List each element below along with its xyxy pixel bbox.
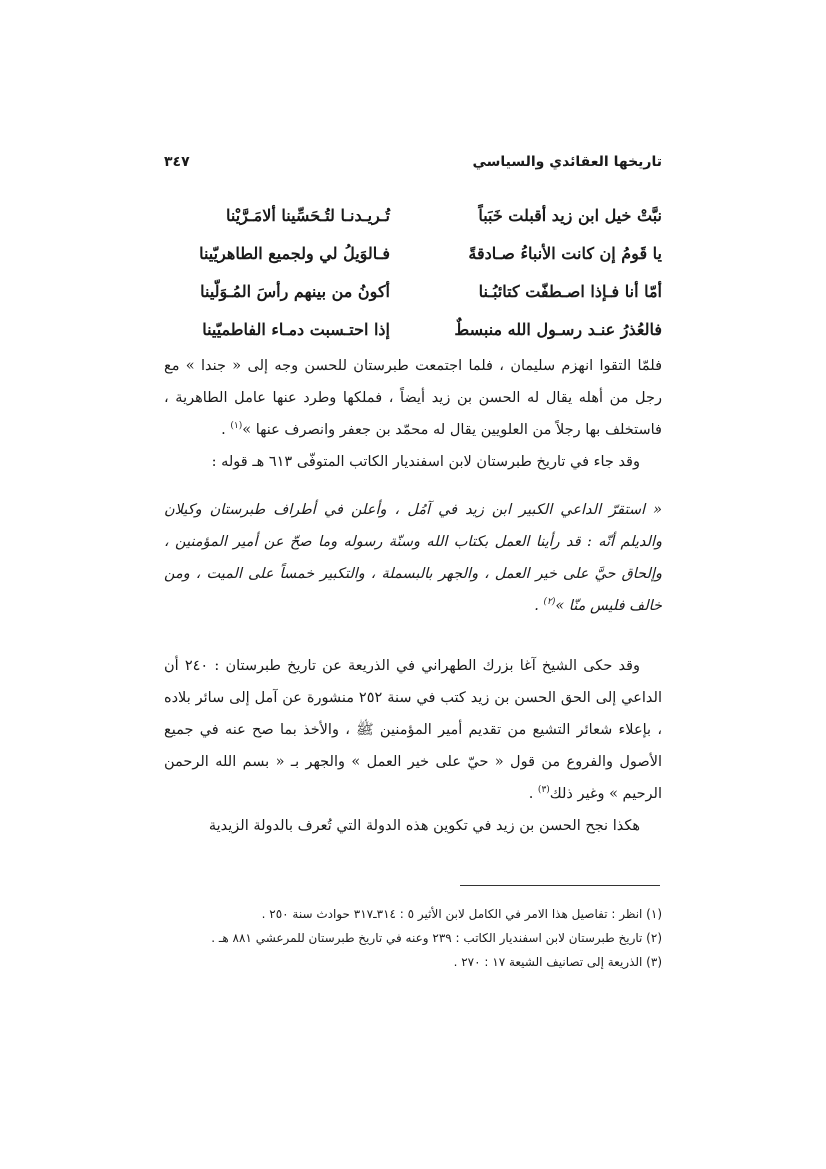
poem-block bbox=[164, 196, 662, 348]
verse-first-hemistich: أمّا أنا فـإذا اصـطفّت كتائبُـنا bbox=[478, 281, 662, 301]
paragraph-end: . bbox=[528, 786, 538, 802]
verse-second-hemistich: فـالوَيلُ لي ولجميع الطاهريّينا bbox=[199, 243, 390, 263]
paragraph-end: . bbox=[221, 422, 231, 438]
verse-first-hemistich: فالعُذرُ عنـد رسـول الله منبسطٌ bbox=[454, 319, 662, 339]
poem-verse bbox=[164, 310, 662, 348]
footnote-ref-3: (٣) bbox=[537, 785, 550, 796]
quote-text: « استقرّ الداعي الكبير ابن زيد في آمُل ، وأعلن في أطراف طبرستان وكيلان والديلم أنّه : قد رأينا العمل بكتاب الله وسنّة رسوله وما صحّ عن أمير المؤمنين ، وإلحاق حيَّ على خير العمل ، والجهر بالبسملة ، والتكبير خمساً على الميت ، ومن خالف فليس منّا » bbox=[164, 502, 662, 614]
poem-verse bbox=[164, 272, 662, 310]
paragraph-tabaristan-history: وقد جاء في تاريخ طبرستان لابن اسفنديار الكاتب المتوفّى ٦١٣ هـ قوله : bbox=[211, 454, 640, 470]
poem-verse bbox=[164, 234, 662, 272]
paragraph-tehrani-account bbox=[164, 650, 662, 810]
paragraph-text: وقد حكى الشيخ آغا بزرك الطهراني في الذريعة عن تاريخ طبرستان : ٢٤٠ أن الداعي إلى الحق الحسن بن زيد كتب في سنة ٢٥٢ منشورة عن آمل إلى سائر بلاده ، بإعلاء شعائر التشيع من تقديم أمير المؤمنين ﷺ ، والأخذ بما صح عنه في جميع الأصول والفروع من قول « حيّ على خير العمل » والجهر بـ « بسم الله الرحمن الرحيم » وغير ذلك bbox=[164, 658, 662, 802]
footnote-ref-1: (١) bbox=[230, 421, 243, 432]
footnote-item: (٣) الذريعة إلى تصانيف الشيعة ١٧ : ٢٧٠ . bbox=[453, 955, 662, 969]
quote-end: . bbox=[534, 598, 544, 614]
footnote-ref-2: (٢) bbox=[543, 597, 556, 608]
paragraph-zaydi-state: هكذا نجح الحسن بن زيد في تكوين هذه الدولة التي تُعرف بالدولة الزيدية bbox=[208, 818, 640, 834]
footnote-divider bbox=[460, 885, 660, 886]
quoted-proclamation bbox=[164, 494, 662, 622]
verse-first-hemistich: يا قَومُ إن كانت الأنباءُ صـادقةً bbox=[468, 243, 662, 263]
poem-verse bbox=[164, 196, 662, 234]
verse-first-hemistich: نبَّتْ خيل ابن زيد أقبلت خَبَباً bbox=[478, 205, 662, 225]
paragraph-battle-outcome bbox=[164, 350, 662, 446]
footnote-item: (١) انظر : تفاصيل هذا الامر في الكامل لابن الأثير ٥ : ٣١٤ـ٣١٧ حوادث سنة ٢٥٠ . bbox=[261, 907, 662, 921]
footnote-item: (٢) تاريخ طبرستان لابن اسفنديار الكاتب : ٢٣٩ وعنه في تاريخ طبرستان للمرعشي ٨٨١ هـ . bbox=[211, 931, 662, 945]
verse-second-hemistich: أكونُ من بينهم رأسَ المُـوَلّينا bbox=[200, 281, 390, 301]
verse-second-hemistich: إذا احتـسبت دمـاء الفاطميّينا bbox=[202, 319, 390, 339]
paragraph-text: فلمّا التقوا انهزم سليمان ، فلما اجتمعت طبرستان للحسن وجه إلى « جندا » مع رجل من أهله يقال له الحسن بن زيد أيضاً ، فملكها وطرد عنها عامل الطاهرية ، فاستخلف بها رجلاً من العلويين يقال له محمّد بن جعفر وانصرف عنها » bbox=[164, 358, 662, 438]
page-number: ٣٤٧ bbox=[164, 154, 190, 170]
verse-second-hemistich: تُـريـدنـا لتُـحَسِّينا ألامَـرَّيْنا bbox=[226, 205, 390, 225]
running-header-title: تاريخها العقائدي والسياسي bbox=[472, 154, 662, 170]
footnotes bbox=[164, 902, 662, 974]
